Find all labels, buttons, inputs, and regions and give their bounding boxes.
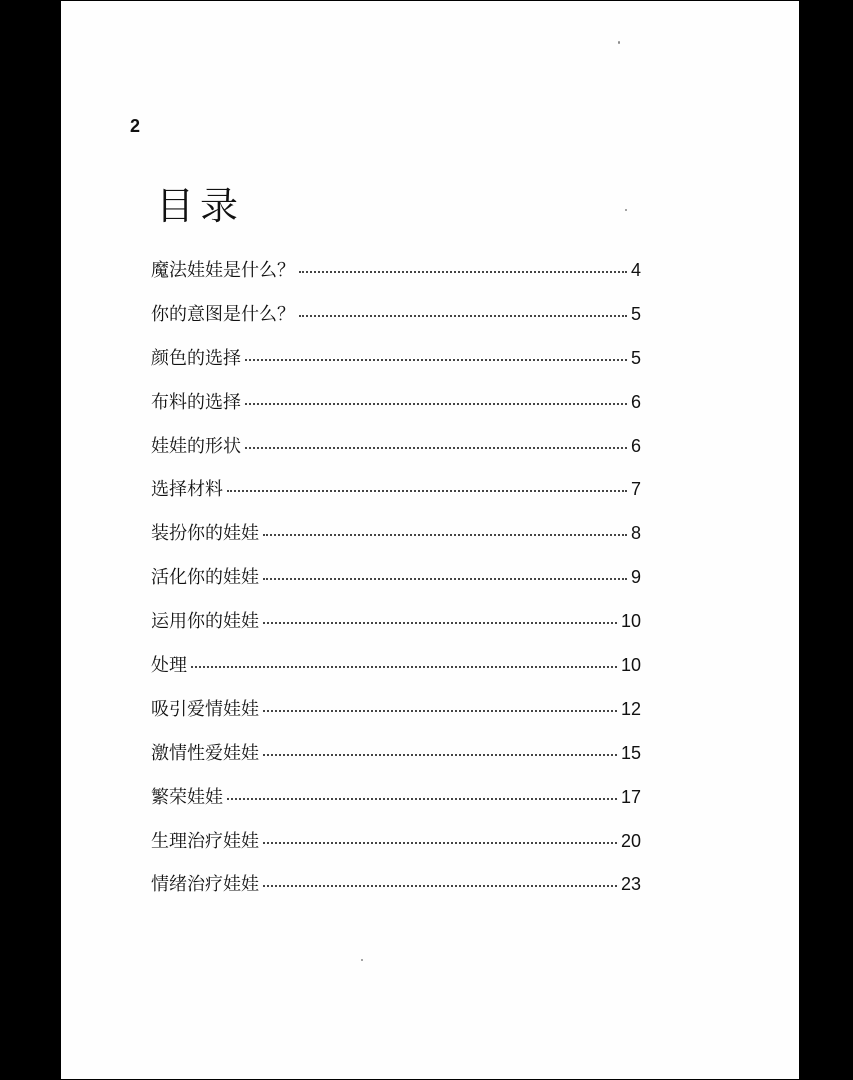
toc-entry-label: 激情性爱娃娃: [151, 742, 259, 763]
page-number: 2: [130, 116, 141, 136]
toc-entry-page: 8: [630, 523, 641, 544]
toc-entry-page: 5: [630, 303, 641, 324]
dot-leader: [299, 314, 627, 317]
toc-entry-page: 6: [630, 391, 641, 412]
toc-entry: [151, 651, 641, 695]
dot-leader: [263, 884, 617, 887]
toc-entry-page: 20: [620, 830, 641, 851]
dot-leader: [263, 533, 627, 536]
dot-leader: [227, 797, 617, 800]
toc-entry: [151, 344, 641, 388]
toc-entry-label: 繁荣娃娃: [151, 786, 223, 807]
toc-title: 目录: [156, 186, 245, 228]
scan-speck: [625, 209, 627, 211]
toc-entry-page: 10: [620, 611, 641, 632]
toc-entry-page: 12: [620, 698, 641, 719]
toc-entry-page: 15: [620, 742, 641, 763]
toc-entry-page: 10: [620, 655, 641, 676]
scan-speck: [618, 41, 620, 44]
toc-entry-label: 生理治疗娃娃: [151, 830, 259, 851]
toc-entry: [151, 475, 641, 519]
dot-leader: [263, 709, 617, 712]
toc-list: [151, 256, 641, 914]
toc-entry-label: 魔法娃娃是什么？: [151, 260, 295, 280]
dot-leader: [263, 753, 617, 756]
toc-entry: [151, 388, 641, 432]
toc-entry-label: 运用你的娃娃: [151, 611, 259, 632]
toc-entry-label: 装扮你的娃娃: [151, 523, 259, 544]
dot-leader: [245, 446, 627, 449]
toc-entry-page: 7: [630, 479, 641, 500]
dot-leader: [191, 665, 617, 668]
dot-leader: [227, 489, 627, 492]
dot-leader: [263, 841, 617, 844]
document-page: [61, 1, 799, 1079]
toc-entry: [151, 739, 641, 783]
toc-entry-label: 活化你的娃娃: [151, 567, 259, 588]
toc-entry-label: 娃娃的形状: [151, 435, 241, 456]
toc-entry: [151, 870, 641, 914]
toc-entry: [151, 563, 641, 607]
dot-leader: [263, 577, 627, 580]
toc-entry-label: 情绪治疗娃娃: [151, 874, 259, 895]
dot-leader: [245, 358, 627, 361]
toc-entry: [151, 695, 641, 739]
toc-entry: [151, 432, 641, 476]
toc-entry-page: 23: [620, 874, 641, 895]
dot-leader: [245, 402, 627, 405]
toc-entry: [151, 783, 641, 827]
toc-entry-label: 颜色的选择: [151, 347, 241, 368]
toc-entry: [151, 300, 641, 344]
toc-entry: [151, 827, 641, 871]
toc-entry: [151, 256, 641, 300]
toc-entry-page: 4: [630, 260, 641, 280]
toc-entry-label: 处理: [151, 655, 187, 676]
scan-speck: [361, 959, 363, 961]
toc-entry-page: 9: [630, 567, 641, 588]
toc-entry-page: 17: [620, 786, 641, 807]
toc-entry: [151, 607, 641, 651]
toc-entry-page: 6: [630, 435, 641, 456]
toc-entry-label: 吸引爱情娃娃: [151, 698, 259, 719]
toc-entry-page: 5: [630, 347, 641, 368]
toc-entry-label: 你的意图是什么？: [151, 303, 295, 324]
toc-entry-label: 选择材料: [151, 479, 223, 500]
toc-entry-label: 布料的选择: [151, 391, 241, 412]
toc-entry: [151, 519, 641, 563]
dot-leader: [263, 621, 617, 624]
dot-leader: [299, 270, 627, 273]
